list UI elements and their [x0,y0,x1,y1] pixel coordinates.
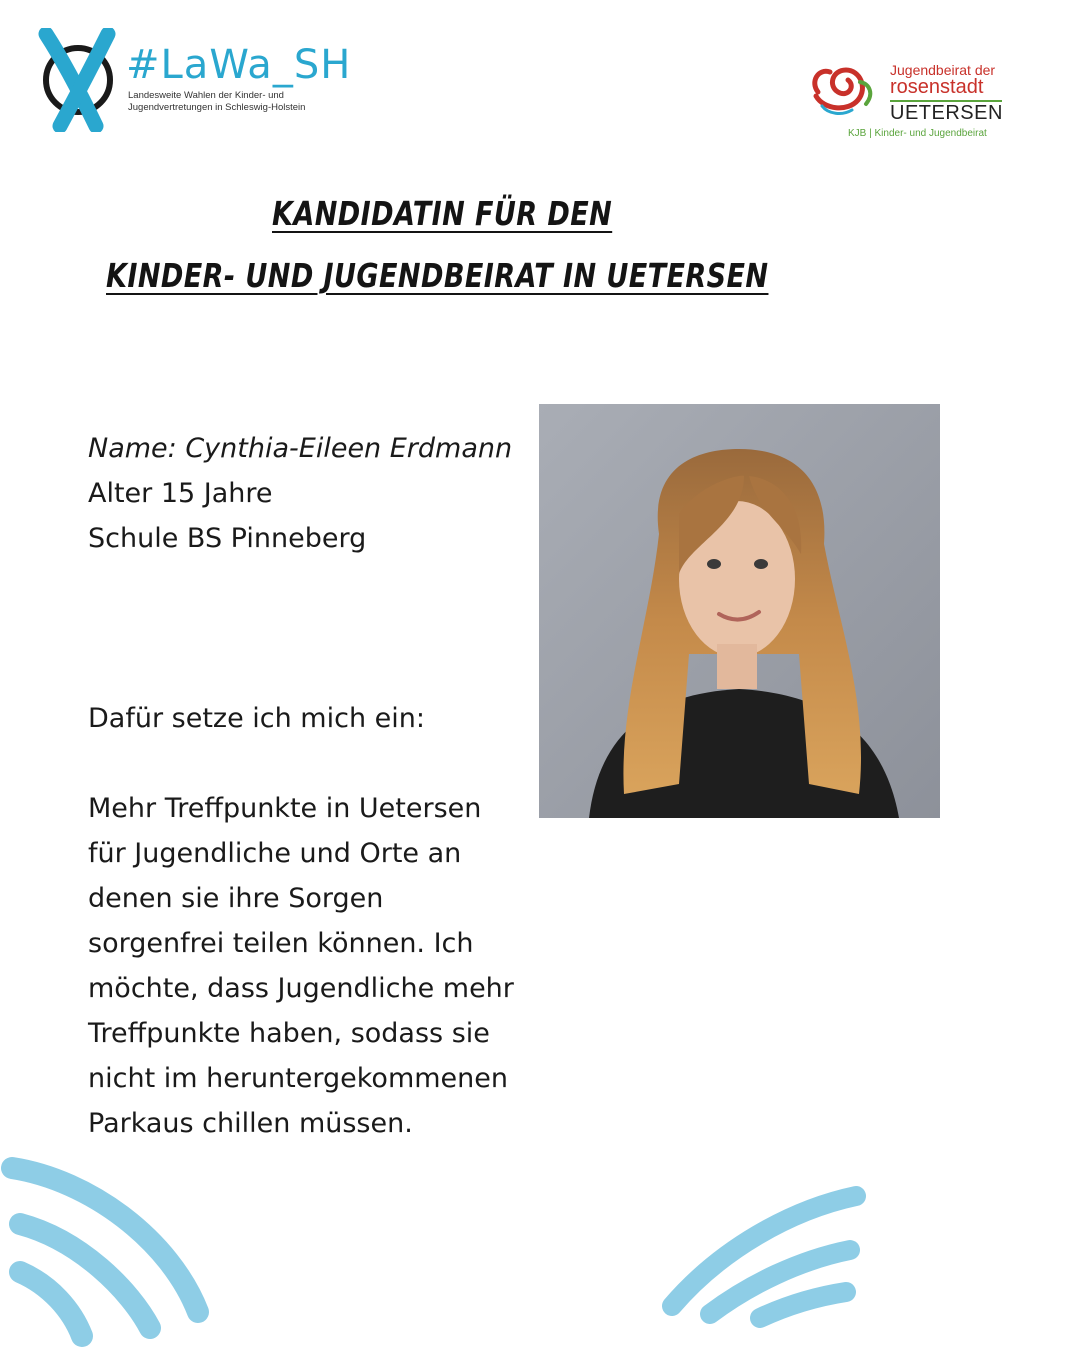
lawa-hashtag: #LaWa_SH [126,42,352,88]
jugendbeirat-logo [808,60,1028,150]
jb-line2: rosenstadt [890,76,984,98]
candidate-age: Alter 15 Jahre [88,478,273,509]
candidate-school: Schule BS Pinneberg [88,523,367,554]
candidate-info [88,426,518,561]
ballot-cross-icon [38,28,118,132]
decorative-swoosh-right [650,1180,880,1330]
page-title-line1: KANDIDATIN FÜR DEN [272,194,613,233]
jb-line1: Jugendbeirat der [890,62,996,78]
lawa-subtitle-line2: Jugendvertretungen in Schleswig-Holstein [128,102,306,113]
pledge-label: Dafür setze ich mich ein: [88,703,425,734]
decorative-swoosh-left [0,1150,240,1350]
jb-line4: KJB | Kinder- und Jugendbeirat [848,128,987,139]
rose-icon [808,62,880,116]
candidate-name: Name: Cynthia-Eileen Erdmann [88,433,513,464]
page-title-line2: KINDER- UND JUGENDBEIRAT IN UETERSEN [106,256,769,295]
lawa-logo [38,28,368,138]
portrait-illustration [539,404,940,818]
lawa-subtitle-line1: Landesweite Wahlen der Kinder- und [128,90,284,101]
candidate-photo [539,404,940,818]
pledge-text: Mehr Treffpunkte in Uetersen für Jugendliche und Orte an denen sie ihre Sorgen sorgenfrei teilen können. Ich möchte, dass Jugendliche mehr Treffpunkte haben, sodass sie nicht im heruntergekommenen Parkaus chillen müssen. [88,793,514,1139]
jb-line3: UETERSEN [890,102,1003,124]
